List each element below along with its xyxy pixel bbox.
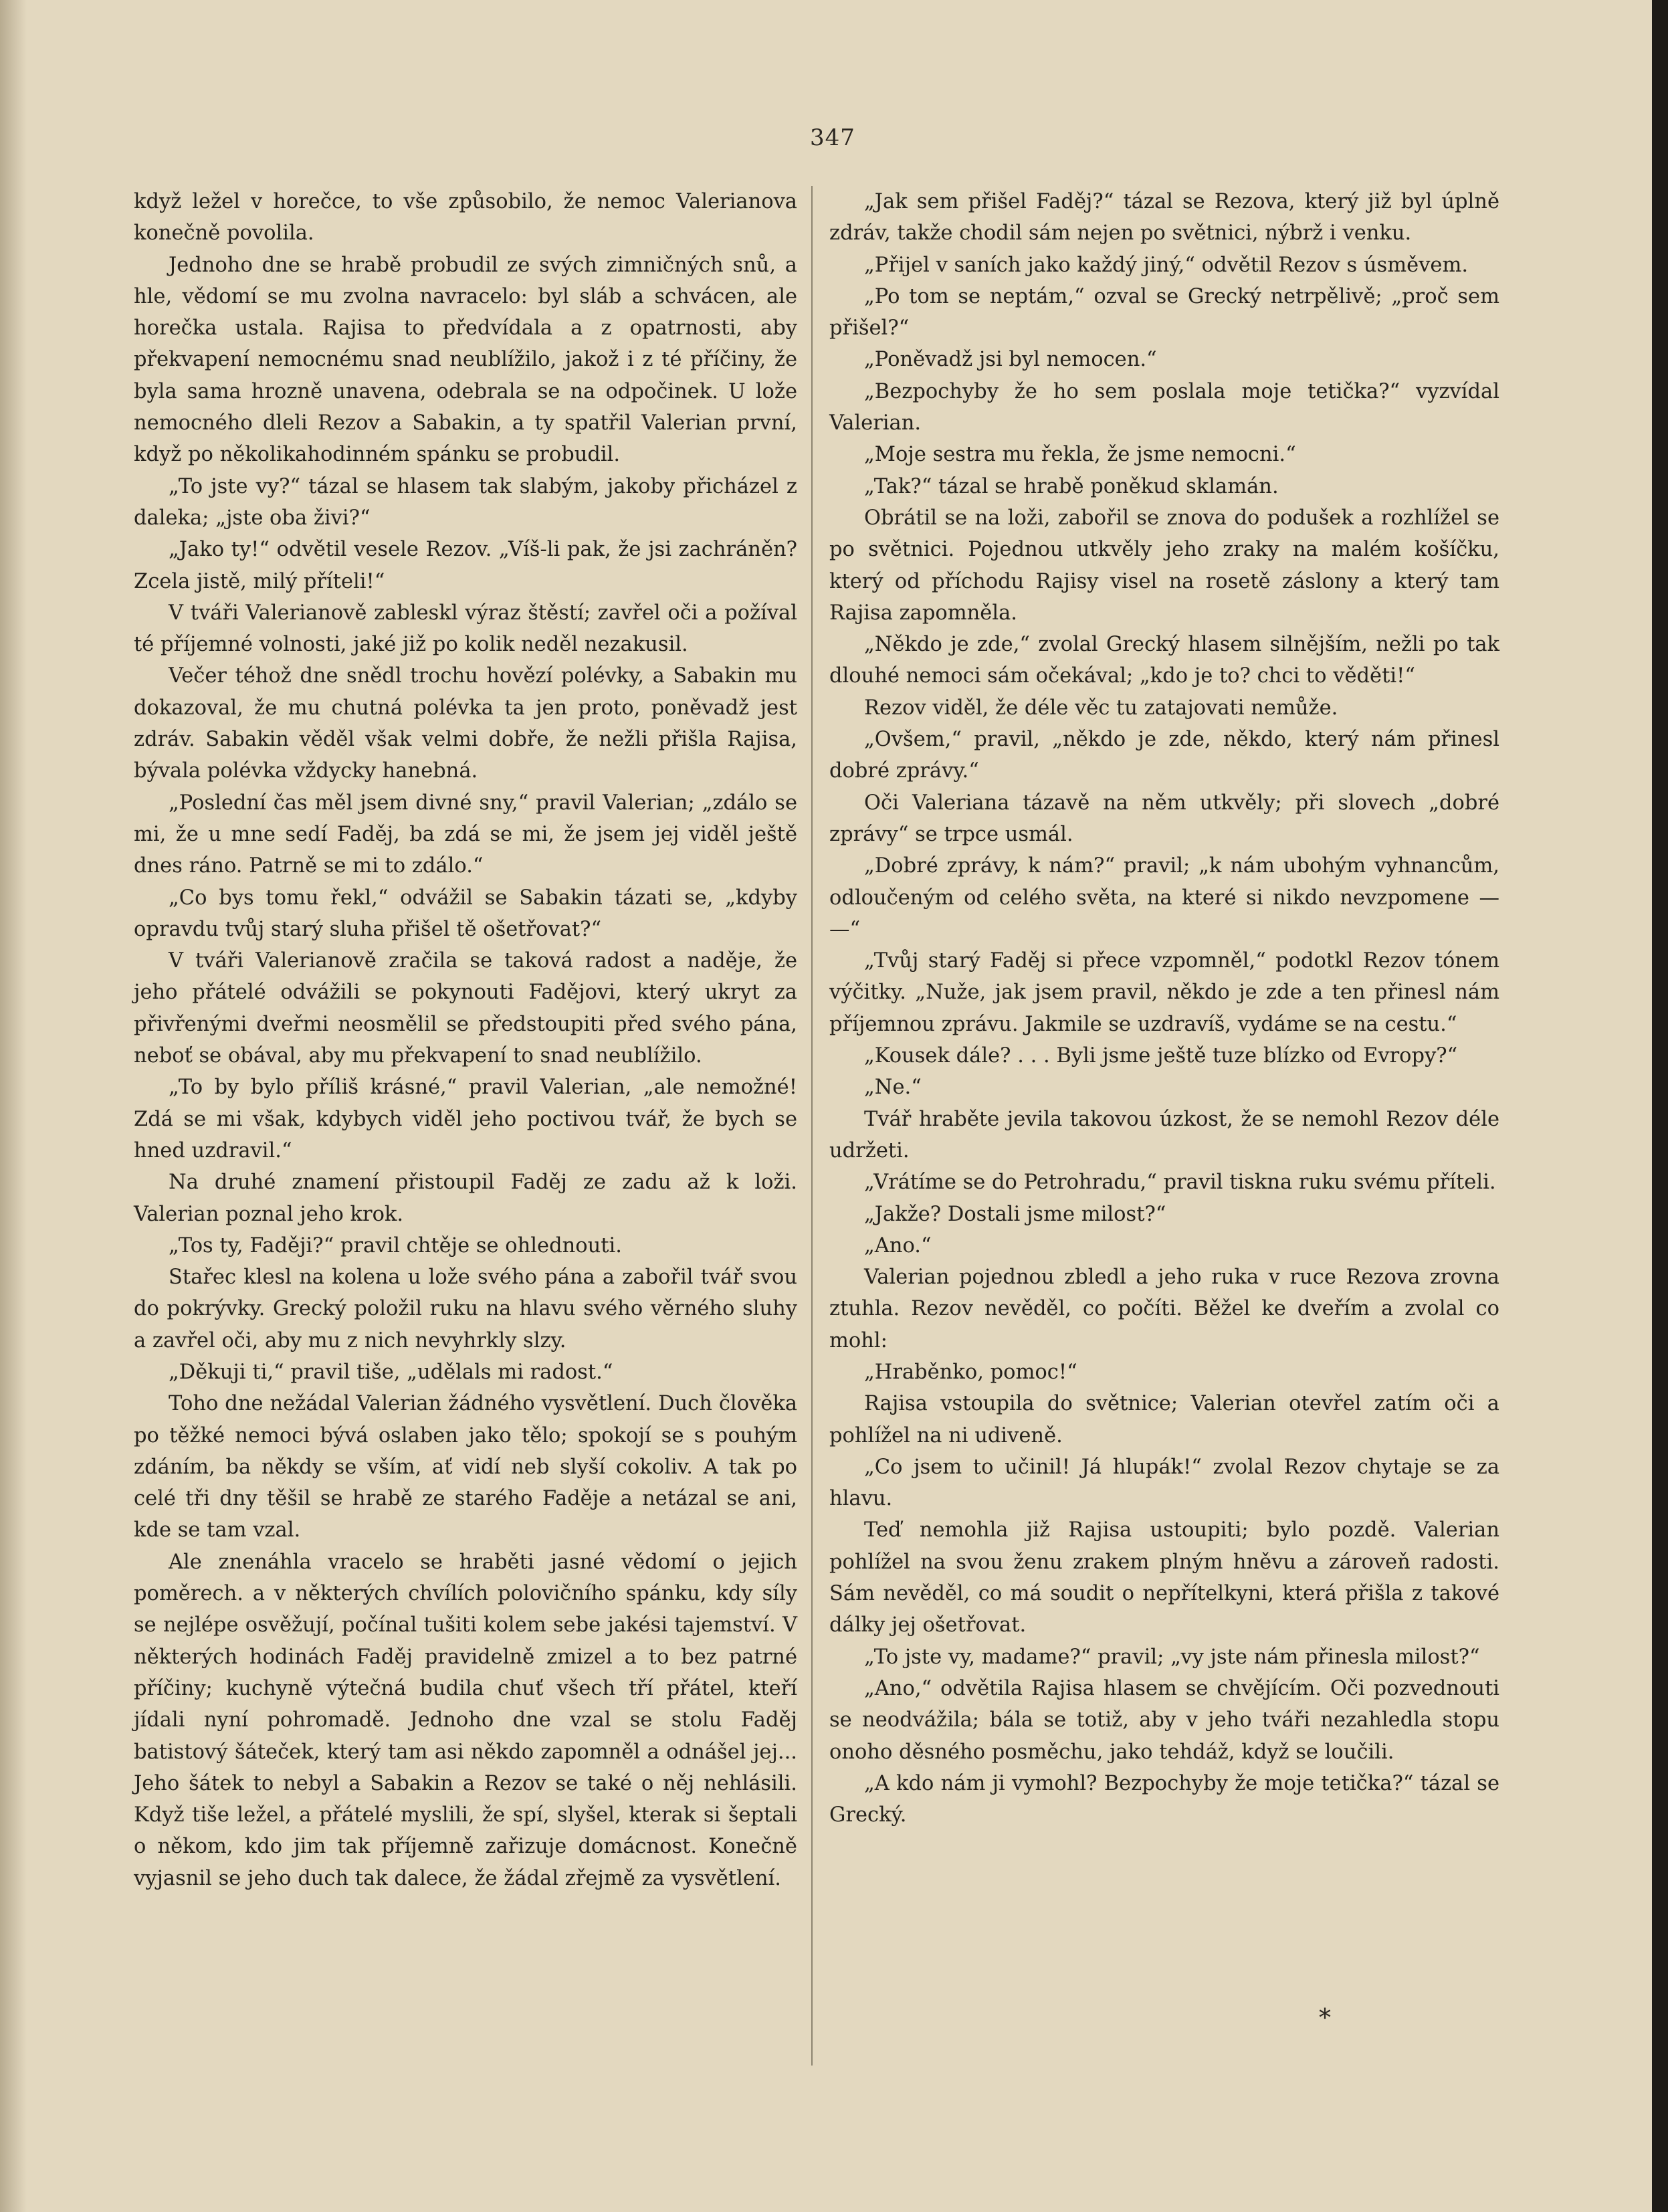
paragraph: „Vrátíme se do Petrohradu,“ pravil tiskna ruku svému příteli.	[864, 1171, 1496, 1195]
paragraph: Rajisa vstoupila do světnice; Valerian otevřel zatím oči a pohlížel na ni udiveně.	[829, 1392, 1499, 1447]
paragraph: „Tos ty, Faději?“ pravil chtěje se ohlednouti.	[169, 1233, 622, 1258]
paragraph: „Bezpochyby že ho sem poslala moje tetička?“ vyzvídal Valerian.	[829, 379, 1499, 435]
scan-edge	[1652, 0, 1668, 2212]
paragraph: „Někdo je zde,“ zvolal Grecký hlasem silnějším, nežli po tak dlouhé nemoci sám očekával; „kdo je to? chci to věděti!“	[829, 633, 1499, 688]
paragraph: V tváři Valerianově zračila se taková radost a naděje, že jeho přátelé odvážili se pokynouti Fadějovi, který ukryt za přivřenými dveřmi neosmělil se předstoupiti před svého pána, neboť se obával, aby mu překvapení to snad neublížilo.	[134, 949, 797, 1068]
paragraph: Na druhé znamení přistoupil Faděj ze zadu až k loži. Valerian poznal jeho krok.	[134, 1171, 797, 1226]
paragraph: Obrátil se na loži, zabořil se znova do podušek a rozhlížel se po světnici. Pojednou utkvěly jeho zraky na malém košíčku, který od příchodu Rajisy visel na rosetě záslony a který tam Rajisa zapomněla.	[829, 506, 1499, 625]
paragraph: Valerian pojednou zbledl a jeho ruka v ruce Rezova zrovna ztuhla. Rezov nevěděl, co počíti. Běžel ke dveřím a zvolal co mohl:	[829, 1266, 1499, 1352]
paragraph: „Moje sestra mu řekla, že jsme nemocni.“	[864, 443, 1296, 467]
paragraph: „Jakže? Dostali jsme milost?“	[864, 1202, 1166, 1226]
paragraph: „Co jsem to učinil! Já hlupák!“ zvolal Rezov chytaje se za hlavu.	[829, 1455, 1499, 1511]
paragraph: „Děkuji ti,“ pravil tiše, „udělals mi radost.“	[169, 1360, 613, 1384]
paragraph: „Kousek dále? . . . Byli jsme ještě tuze blízko od Evropy?“	[864, 1044, 1458, 1068]
page-number: 347	[810, 124, 855, 151]
paragraph: Teď nemohla již Rajisa ustoupiti; bylo pozdě. Valerian pohlížel na svou ženu zrakem plným hněvu a zároveň radosti. Sám nevěděl, co má soudit o nepřítelkyni, která přišla z takové dálky jej ošetřovat.	[829, 1518, 1499, 1637]
paragraph: „Po tom se neptám,“ ozval se Grecký netrpělivě; „proč sem přišel?“	[829, 284, 1499, 340]
paragraph: „Přijel v saních jako každý jiný,“ odvětil Rezov s úsměvem.	[864, 253, 1469, 277]
paragraph: Toho dne nežádal Valerian žádného vysvětlení. Duch člověka po těžké nemoci bývá oslaben jako tělo; spokojí se s pouhým zdáním, ba někdy se vším, ať vidí neb slyší cokoliv. A tak po celé tři dny těšil se hrabě ze starého Faděje a netázal se ani, kde se tam vzal.	[134, 1392, 797, 1542]
paragraph: „Ne.“	[864, 1076, 922, 1100]
paragraph: „Hraběnko, pomoc!“	[864, 1360, 1077, 1384]
paragraph: Oči Valeriana tázavě na něm utkvěly; při slovech „dobré zprávy“ se trpce usmál.	[829, 791, 1499, 846]
column-divider	[811, 186, 813, 2066]
paragraph: „Tvůj starý Faděj si přece vzpomněl,“ podotkl Rezov tónem výčitky. „Nuže, jak jsem pravil, někdo je zde a ten přinesl nám příjemnou zprávu. Jakmile se uzdravíš, vydáme se na cestu.“	[829, 949, 1499, 1036]
paragraph: „Jako ty!“ odvětil vesele Rezov. „Víš-li pak, že jsi zachráněn? Zcela jistě, milý příteli!“	[134, 538, 797, 593]
right-column	[829, 186, 1499, 1831]
paragraph: „Jak sem přišel Faděj?“ tázal se Rezova, který již byl úplně zdráv, takže chodil sám nejen po světnici, nýbrž i venku.	[829, 190, 1499, 245]
paragraph: „Ano,“ odvětila Rajisa hlasem se chvějícím. Oči pozvednouti se neodvážila; bála se totiž, aby v jeho tváři nezahledla stopu onoho děsného posměchu, jako tehdáž, když se loučili.	[829, 1676, 1499, 1764]
left-column	[134, 186, 797, 1894]
paragraph: „Poslední čas měl jsem divné sny,“ pravil Valerian; „zdálo se mi, že u mne sedí Faděj, ba zdá se mi, že jsem jej viděl ještě dnes ráno. Patrně se mi to zdálo.“	[134, 791, 797, 878]
paragraph: Stařec klesl na kolena u lože svého pána a zabořil tvář svou do pokrývky. Grecký položil ruku na hlavu svého věrného sluhy a zavřel oči, aby mu z nich nevyhrkly slzy.	[134, 1266, 797, 1352]
page-gutter-shadow	[0, 0, 27, 2212]
paragraph: „Dobré zprávy, k nám?“ pravil; „k nám ubohým vyhnancům, odloučeným od celého světa, na které si nikdo nevzpomene — —“	[829, 854, 1499, 941]
paragraph: „Co bys tomu řekl,“ odvážil se Sabakin tázati se, „kdyby opravdu tvůj starý sluha přišel tě ošetřovat?“	[134, 886, 797, 941]
paragraph: V tváři Valerianově zableskl výraz štěstí; zavřel oči a požíval té příjemné volnosti, jaké již po kolik neděl nezakusil.	[134, 601, 797, 657]
paragraph: „A kdo nám ji vymohl? Bezpochyby že moje tetička?“ tázal se Grecký.	[829, 1771, 1499, 1827]
paragraph: „To by bylo příliš krásné,“ pravil Valerian, „ale nemožné! Zdá se mi však, kdybych viděl jeho poctivou tvář, že bych se hned uzdravil.“	[134, 1076, 797, 1163]
paragraph: „Ovšem,“ pravil, „někdo je zde, někdo, který nám přinesl dobré zprávy.“	[829, 728, 1499, 783]
paragraph: Večer téhož dne snědl trochu hovězí polévky, a Sabakin mu dokazoval, že mu chutná polévka ta jen proto, poněvadž jest zdráv. Sabakin věděl však velmi dobře, že nežli přišla Rajisa, bývala polévka vždycky hanebná.	[134, 664, 797, 783]
paragraph: „Poněvadž jsi byl nemocen.“	[864, 348, 1157, 372]
paragraph: „To jste vy?“ tázal se hlasem tak slabým, jakoby přicházel z daleka; „jste oba živi?“	[134, 474, 797, 530]
paragraph: Tvář hraběte jevila takovou úzkost, že se nemohl Rezov déle udržeti.	[829, 1107, 1499, 1163]
section-end-mark: *	[1319, 2005, 1331, 2032]
paragraph: „Tak?“ tázal se hrabě poněkud sklamán.	[864, 474, 1279, 498]
paragraph: Ale znenáhla vracelo se hraběti jasné vědomí o jejich poměrech. a v některých chvílích polovičního spánku, kdy síly se nejlépe osvěžují, počínal tušiti kolem sebe jakési tajemství. V některých hodinách Faděj pravidelně zmizel a to bez patrné příčiny; kuchyně výtečná budila chuť všech tří přátel, kteří jídali nyní pohromadě. Jednoho dne vzal se stolu Faděj batistový šáteček, který tam asi někdo zapomněl a odnášel jej... Jeho šátek to nebyl a Sabakin a Rezov se také o něj nehlásili. Když tiše ležel, a přátelé myslili, že spí, slyšel, kterak si šeptali o někom, kdo jim tak příjemně zařizuje domácnost. Konečně vyjasnil se jeho duch tak dalece, že žádal zřejmě za vysvětlení.	[134, 1550, 797, 1890]
paragraph: „To jste vy, madame?“ pravil; „vy jste nám přinesla milost?“	[864, 1645, 1480, 1669]
paragraph: když ležel v horečce, to vše způsobilo, že nemoc Valerianova konečně povolila.	[134, 190, 797, 245]
paragraph: „Ano.“	[864, 1233, 932, 1258]
paragraph: Jednoho dne se hrabě probudil ze svých zimničných snů, a hle, vědomí se mu zvolna navracelo: byl sláb a schvácen, ale horečka ustala. Rajisa to předvídala a z opatrnosti, aby překvapení nemocnému snad neublížilo, jakož i z té příčiny, že byla sama hrozně unavena, odebrala se na odpočinek. U lože nemocného dleli Rezov a Sabakin, a ty spatřil Valerian první, když po několikahodinném spánku se probudil.	[134, 253, 797, 467]
paragraph: Rezov viděl, že déle věc tu zatajovati nemůže.	[864, 696, 1338, 720]
